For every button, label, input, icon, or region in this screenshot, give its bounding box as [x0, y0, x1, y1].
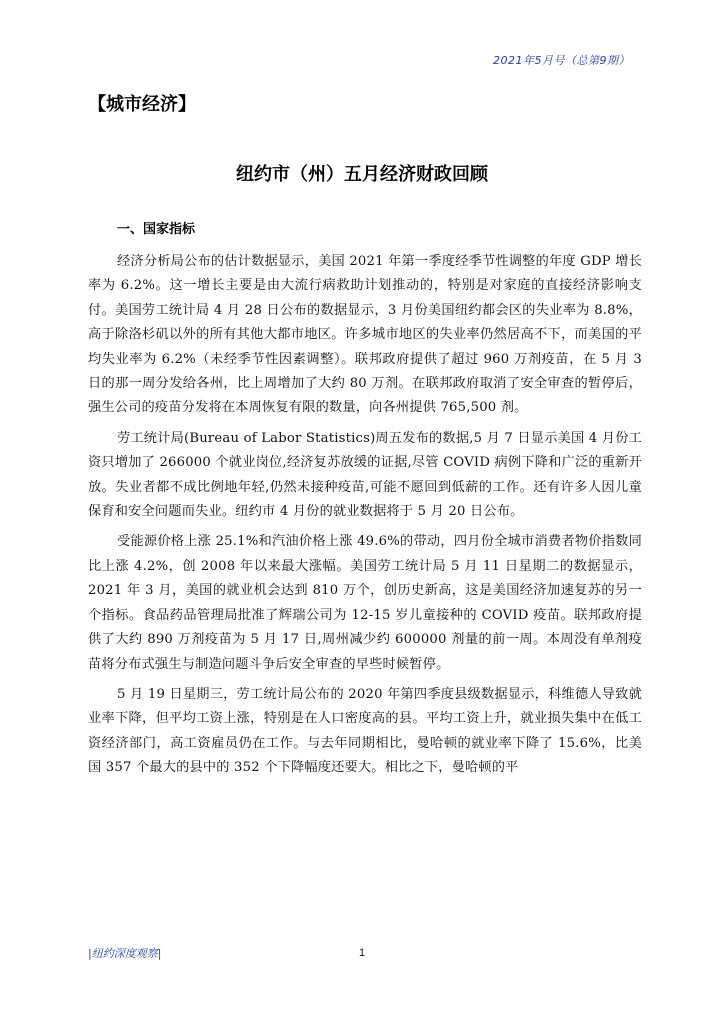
page-title: 纽约市（州）五月经济财政回顾 [236, 164, 488, 185]
paragraph: 劳工统计局(Bureau of Labor Statistics)周五发布的数据,5 月 7 日显示美国 4 月份工资只增加了 266000 个就业岗位,经济复苏放缓的证据,尽管 COVID 病例下降和广泛的重新开放。失业者都不成比例地年轻,仍然未接种疫苗,可能不愿回到低薪的工作。还有许多人因儿童保育和安全问题而失业。纽约市 4 月份的就业数据将于 5 月 20 日公布。 [88, 430, 642, 520]
paragraph: 5 月 19 日星期三，劳工统计局公布的 2020 年第四季度县级数据显示，科维德人导致就业率下降，但平均工资上涨，特别是在人口密度高的县。平均工资上升，就业损失集中在低工资经济部门，高工资雇员仍在工作。与去年同期相比，曼哈顿的就业率下降了 15.6%，比美国 357 个最大的县中的 352 个下降幅度还要大。相比之下，曼哈顿的平 [88, 686, 642, 776]
paragraph: 经济分析局公布的估计数据显示，美国 2021 年第一季度经季节性调整的年度 GDP 增长率为 6.2%。这一增长主要是由大流行病救助计划推动的，特别是对家庭的直接经济影响支付。美国劳工统计局 4 月 28 日公布的数据显示，3 月份美国纽约都会区的失业率为 8.8%，高于除洛杉矶以外的所有其他大都市地区。许多城市地区的失业率仍然居高不下，而美国的平均失业率为 6.2%（未经季节性因素调整）。联邦政府提供了超过 960 万剂疫苗，在 5 月 3 日的那一周分发给各州，比上周增加了大约 80 万剂。在联邦政府取消了安全审查的暂停后，强生公司的疫苗分发将在本周恢复有限的数量，向各州提供 765,500 剂。 [88, 254, 642, 416]
section-subheading: 一、国家指标 [117, 222, 196, 237]
paragraph: 受能源价格上涨 25.1%和汽油价格上涨 49.6%的带动，四月份全城市消费者物价指数同比上涨 4.2%，创 2008 年以来最大涨幅。美国劳工统计局 5 月 11 日星期二的数据显示，2021 年 3 月，美国的就业机会达到 810 万个，创历史新高，这是美国经济加速复苏的另一个指标。食品药品管理局批准了辉瑞公司为 12-15 岁儿童接种的 COVID 疫苗。联邦政府提供了大约 890 万剂疫苗为 5 月 17 日,周州减少约 600000 剂量的前一周。本周没有单剂疫苗将分布式强生与制造问题斗争后安全审查的早些时候暂停。 [88, 534, 642, 672]
section-tag: 【城市经济】 [88, 94, 196, 115]
footer-publication-name: |纽约深度观察| [88, 947, 162, 960]
body-text [88, 250, 642, 781]
page-number: 1 [358, 947, 366, 959]
issue-note: 2021年5月号（总第9期） [493, 54, 630, 67]
